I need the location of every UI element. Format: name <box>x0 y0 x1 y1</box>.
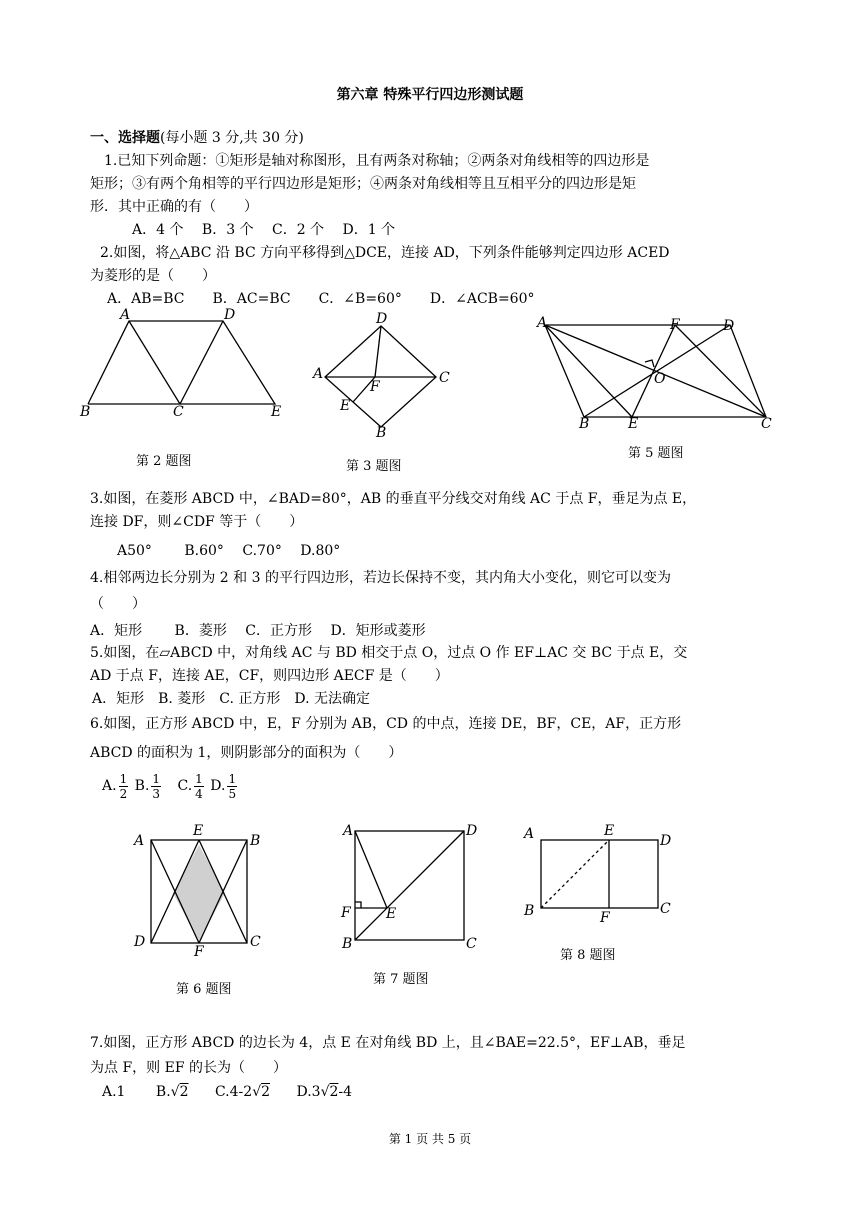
q1-line1: 1.已知下列命题：①矩形是轴对称图形，且有两条对称轴；②两条对角线相等的四边形是 <box>104 153 650 169</box>
page-title: 第六章 特殊平行四边形测试题 <box>336 87 524 103</box>
q7-opt-a: A.1 <box>102 1084 126 1100</box>
fig3-label-f: F <box>370 379 380 395</box>
q4-line1: 4.相邻两边长分别为 2 和 3 的平行四边形，若边长保持不变，其内角大小变化，则它可以变为 <box>90 570 671 586</box>
q6-line2: ABCD 的面积为 1，则阴影部分的面积为（ ） <box>90 745 403 761</box>
q7-opt-d-tail: -4 <box>338 1084 353 1100</box>
fig8-label-d: D <box>660 833 672 849</box>
fig7-caption: 第 7 题图 <box>373 972 429 987</box>
q2-options: A．AB=BC B．AC=BC C．∠B=60° D．∠ACB=60° <box>107 291 535 307</box>
q7-opt-b-sqrt: √2 <box>170 1084 189 1100</box>
fig7-label-b: B <box>342 936 353 952</box>
fig8-label-b: B <box>524 903 535 919</box>
fig5-label-c: C <box>761 416 772 432</box>
q5-options: A．矩形 B. 菱形 C. 正方形 D. 无法确定 <box>92 691 371 707</box>
q6-frac-d-num: 1 <box>228 771 237 786</box>
q7-opt-b: B. <box>155 1084 171 1100</box>
q2-line2: 为菱形的是（ ） <box>90 268 216 284</box>
q4-line2: （ ） <box>90 596 146 612</box>
fig5-caption: 第 5 题图 <box>628 446 684 461</box>
fig6-label-a: A <box>134 833 145 849</box>
fig8-rectangle <box>541 840 658 908</box>
page-footer: 第 1 页 共 5 页 <box>388 1132 472 1146</box>
fig3-label-e: E <box>340 398 351 414</box>
fig5-label-o: O <box>654 371 666 387</box>
section-label: 一、选择题 <box>90 130 160 146</box>
fig8-label-a: A <box>524 826 535 842</box>
q6-frac-a-num: 1 <box>119 771 128 786</box>
q6-frac-b-den: 3 <box>152 786 161 801</box>
fig6-label-e: E <box>193 823 204 839</box>
fig6-label-d: D <box>134 934 146 950</box>
q1-line2: 矩形；③有两个角相等的平行四边形是矩形；④两条对角线相等且互相平分的四边形是矩 <box>90 176 636 192</box>
q7-opt-c: C.4-2 <box>214 1084 253 1100</box>
fig3-label-d: D <box>376 311 388 327</box>
q6-frac-b-num: 1 <box>152 771 161 786</box>
q6-opt-b: B. <box>134 778 150 794</box>
q6-line1: 6.如图，正方形 ABCD 中，E，F 分别为 AB，CD 的中点，连接 DE，BF，CE，AF，正方形 <box>90 716 682 732</box>
q5-line1: 5.如图，在▱ABCD 中，对角线 AC 与 BD 相交于点 O，过点 O 作 EF⊥AC 交 BC 于点 E，交 <box>90 645 688 661</box>
fig5-label-e: E <box>628 416 639 432</box>
fig2-label-a: A <box>120 307 131 323</box>
fig8-be-dashed <box>541 840 609 908</box>
q7-options <box>102 1082 352 1102</box>
fig3-label-a: A <box>313 366 324 382</box>
fig3-label-b: B <box>376 425 387 441</box>
fig6-label-b: B <box>250 833 261 849</box>
q1-options: A．4 个 B．3 个 C．2 个 D．1 个 <box>132 222 396 238</box>
fig8-caption: 第 8 题图 <box>560 948 616 963</box>
fig7-bd <box>355 831 464 940</box>
fig7-label-d: D <box>466 823 478 839</box>
fig5-label-f: F <box>670 317 680 333</box>
fig6-caption: 第 6 题图 <box>176 982 232 997</box>
q7-opt-c-rad: 2 <box>261 1084 271 1100</box>
fig7-label-e: E <box>386 906 397 922</box>
q6-opt-a: A. <box>102 778 117 794</box>
fig2-label-c: C <box>173 404 184 420</box>
fig3-caption: 第 3 题图 <box>346 459 402 474</box>
fig2-label-b: B <box>80 404 91 420</box>
q7-opt-b-rad: 2 <box>179 1084 189 1100</box>
q7-line1: 7.如图，正方形 ABCD 的边长为 4，点 E 在对角线 BD 上，且∠BAE=22.5°，EF⊥AB，垂足 <box>90 1035 686 1051</box>
q7-opt-c-sqrt: √2 <box>252 1084 271 1100</box>
section-note: (每小题 3 分,共 30 分) <box>160 130 304 146</box>
fig5-label-d: D <box>723 318 735 334</box>
fig5-label-b: B <box>579 416 590 432</box>
fig8-label-f: F <box>600 910 610 926</box>
q1-line3: 形．其中正确的有（ ） <box>90 199 258 215</box>
q5-line2: AD 于点 F，连接 AE，CF，则四边形 AECF 是（ ） <box>90 668 449 684</box>
fig2-label-d: D <box>224 307 236 323</box>
fig8-label-c: C <box>660 901 671 917</box>
fig2-caption: 第 2 题图 <box>136 454 192 469</box>
q3-line1: 3.如图，在菱形 ABCD 中，∠BAD=80°，AB 的垂直平分线交对角线 AC 于点 F，垂足为点 E， <box>90 491 697 507</box>
fig2-label-e: E <box>271 404 282 420</box>
fig7-label-f: F <box>341 905 351 921</box>
fig6-shaded-region <box>173 845 225 941</box>
q6-frac-c-den: 4 <box>195 786 203 801</box>
q7-opt-d: D.3 <box>296 1084 321 1100</box>
fig6-label-f: F <box>194 944 204 960</box>
q6-frac-a-den: 2 <box>119 786 128 801</box>
fig6-label-c: C <box>250 934 261 950</box>
fig8-label-e: E <box>604 823 615 839</box>
fig7-label-a: A <box>343 823 354 839</box>
q2-line1: 2.如图，将△ABC 沿 BC 方向平移得到△DCE，连接 AD，下列条件能够判定四边形 ACED <box>100 245 670 261</box>
fig5-label-a: A <box>537 315 548 331</box>
q3-options: A50° B.60° C.70° D.80° <box>117 543 341 559</box>
q6-frac-c-num: 1 <box>195 771 203 786</box>
q6-frac-d-den: 5 <box>228 786 237 801</box>
q6-opt-d: D. <box>210 778 226 794</box>
fig3-label-c: C <box>439 370 450 386</box>
fig7-ae <box>355 831 387 908</box>
fig7-label-c: C <box>466 936 477 952</box>
q3-line2: 连接 DF，则∠CDF 等于（ ） <box>90 514 304 530</box>
q4-options: A．矩形 B．菱形 C．正方形 D．矩形或菱形 <box>90 623 426 639</box>
q7-opt-d-sqrt: √2 <box>320 1084 339 1100</box>
q6-opt-c: C. <box>177 778 193 794</box>
q7-opt-d-rad: 2 <box>329 1084 339 1100</box>
fig7-right-angle <box>355 902 361 908</box>
q7-line2: 为点 F，则 EF 的长为（ ） <box>90 1060 287 1076</box>
